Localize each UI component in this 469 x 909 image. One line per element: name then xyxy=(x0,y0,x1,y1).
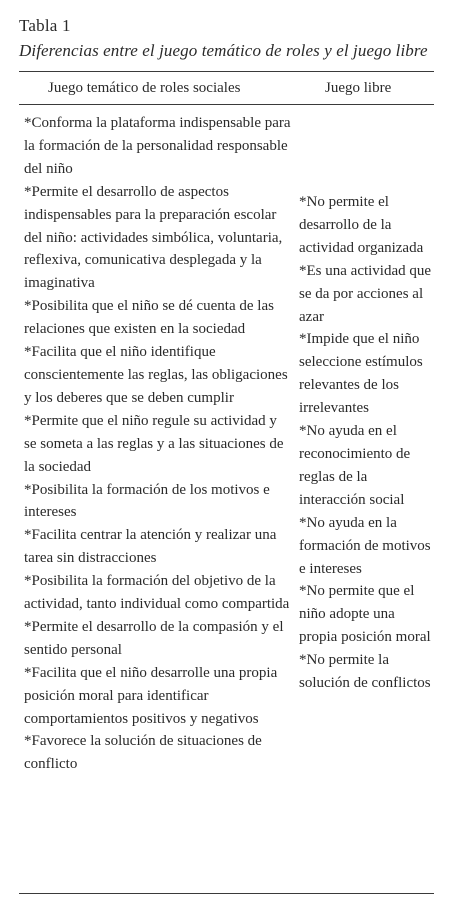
list-item: *Favorece la solución de situaciones de conflicto xyxy=(24,733,262,773)
list-item: *No ayuda en el reconocimiento de reglas de la interacción social xyxy=(299,423,411,508)
list-item: *No ayuda en la formación de motivos e intereses xyxy=(299,514,431,577)
list-item: *Impide que el niño seleccione estímulos relevantes de los irrelevantes xyxy=(299,331,423,417)
list-item: *Posibilita la formación de los motivos e intereses xyxy=(24,481,270,521)
list-item: *Posibilita la formación del objetivo de la actividad, tanto individual como compartida xyxy=(24,573,290,613)
list-item: *Conforma la plataforma indispensable para la formación de la personalidad responsable del niño xyxy=(24,115,291,177)
list-item: *Permite el desarrollo de la compasión y el sentido personal xyxy=(24,618,284,658)
list-item: *Permite que el niño regule su actividad y se someta a las reglas y a las situaciones de la sociedad xyxy=(24,412,284,475)
table-label: Tabla 1 xyxy=(19,16,71,35)
list-item: *Facilita que el niño identifique conscientemente las reglas, las obligaciones y los deberes que se deben cumplir xyxy=(24,344,288,406)
list-item: *No permite la solución de conflictos xyxy=(299,652,431,692)
list-item: *Facilita centrar la atención y realizar una tarea sin distracciones xyxy=(24,527,277,567)
column-header-social-role-play: Juego temático de roles sociales xyxy=(48,80,241,96)
table-title: Diferencias entre el juego temático de roles y el juego libre xyxy=(19,41,428,60)
list-item: *Posibilita que el niño se dé cuenta de las relaciones que existen en la sociedad xyxy=(24,298,274,338)
list-item: *Permite el desarrollo de aspectos indispensables para la preparación escolar del niño: actividades simbólica, voluntaria, reflexiva, comunicativa desplegada y la imaginativa xyxy=(24,183,283,292)
social-role-play-list xyxy=(24,112,292,776)
free-play-list xyxy=(299,191,434,695)
list-item: *No permite que el niño adopte una propia posición moral xyxy=(299,583,431,646)
list-item: *No permite el desarrollo de la actividad organizada xyxy=(299,194,424,256)
table-top-rule xyxy=(19,71,434,72)
list-item: *Es una actividad que se da por acciones al azar xyxy=(299,262,432,325)
column-header-free-play: Juego libre xyxy=(325,80,392,96)
list-item: *Facilita que el niño desarrolle una propia posición moral para identificar comportamientos positivos y negativos xyxy=(24,664,278,727)
table-bottom-rule xyxy=(19,893,434,894)
table-header-rule xyxy=(19,104,434,105)
